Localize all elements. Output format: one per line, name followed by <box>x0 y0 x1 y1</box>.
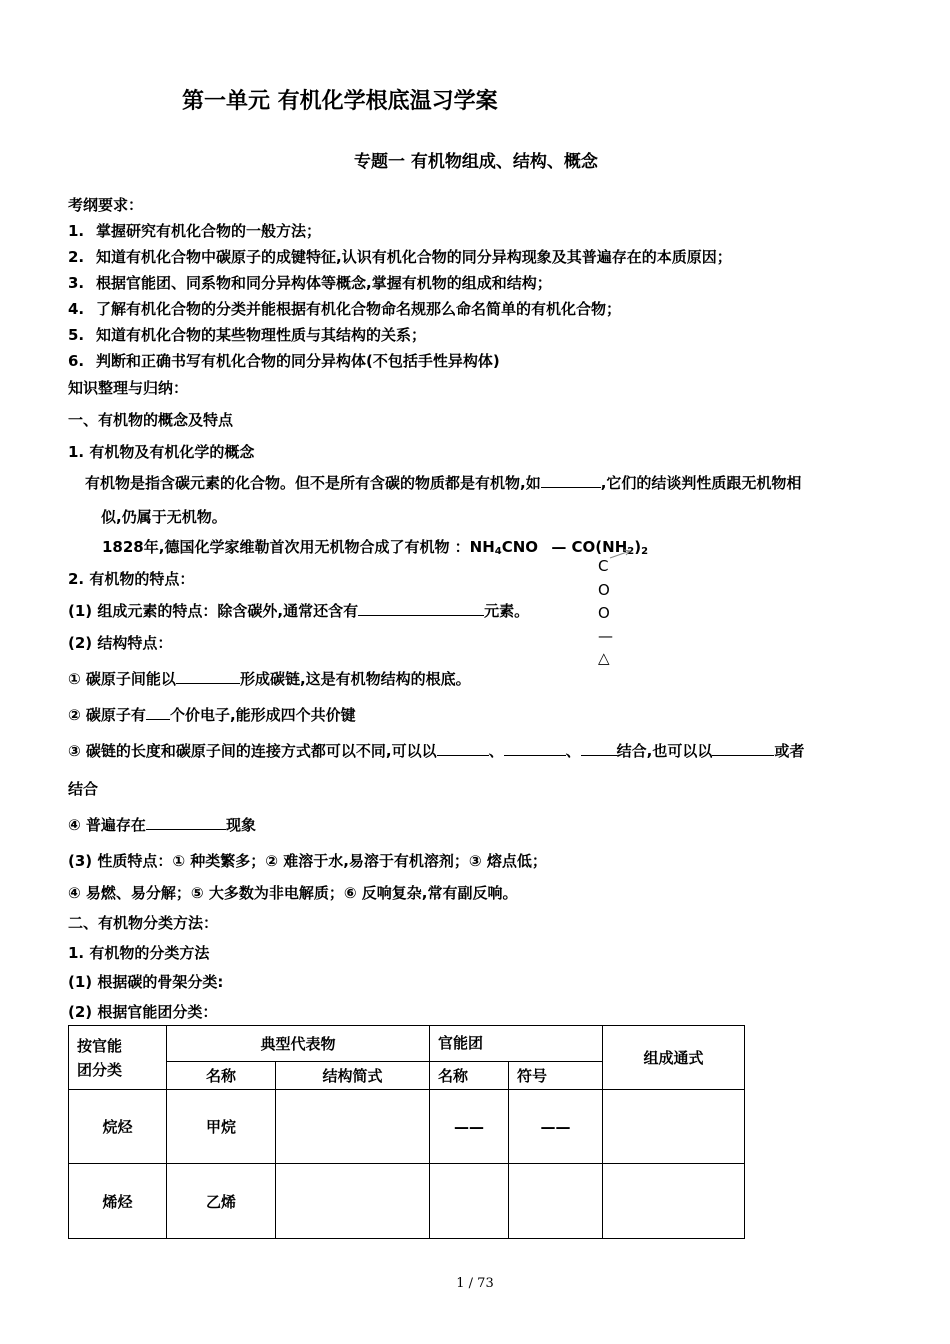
subscript: 2 <box>641 546 649 557</box>
cell-group-name[interactable] <box>430 1164 509 1239</box>
syllabus-item <box>68 272 552 293</box>
answer-blank[interactable] <box>176 669 240 684</box>
structure-point-2 <box>68 704 356 725</box>
knowledge-heading: 知识整理与归纳： <box>68 379 189 397</box>
item-number: 1. <box>68 222 85 240</box>
item-number: 3. <box>68 274 85 292</box>
answer-blank[interactable] <box>146 705 170 720</box>
reaction-dash: — <box>551 538 567 556</box>
section1-sub2: 2. 有机物的特点： <box>68 570 195 588</box>
classify-by-skeleton: (1) 根据碳的骨架分类: <box>68 973 224 991</box>
structure-heading: (2) 结构特点： <box>68 634 173 652</box>
vertical-char: — <box>598 627 613 645</box>
point-text: ② 碳原子有 <box>68 706 146 724</box>
cell-name: 乙烯 <box>167 1164 276 1239</box>
vertical-char: O <box>598 581 610 599</box>
item-text: 了解有机化合物的分类并能根据有机化合物命名规那么命名简单的有机化合物； <box>96 300 622 318</box>
syllabus-item <box>68 350 500 371</box>
cell-class: 烯烃 <box>69 1164 167 1239</box>
composition-line <box>68 600 529 621</box>
item-number: 6. <box>68 352 85 370</box>
reaction-arrow-icon <box>608 546 635 560</box>
page-number: 1 / 73 <box>456 1276 494 1291</box>
point-text-cont: 个价电子,能形成四个共价键 <box>169 706 356 724</box>
cell-symbol: —— <box>509 1090 603 1164</box>
page-title: 第一单元 有机化学根底温习学案 <box>182 89 498 114</box>
vertical-char: C <box>598 557 609 575</box>
point-text-cont: 现象 <box>225 816 256 834</box>
answer-blank[interactable] <box>541 473 601 488</box>
wohler-synthesis <box>102 536 648 557</box>
header-name: 名称 <box>167 1062 276 1090</box>
cell-structure[interactable] <box>276 1090 430 1164</box>
point-text-cont: 结合,也可以以 <box>616 742 713 760</box>
functional-group-table <box>68 1025 745 1239</box>
answer-blank[interactable] <box>712 741 774 756</box>
item-text: 根据官能团、同系物和同分异构体等概念,掌握有机物的组成和结构； <box>96 274 552 292</box>
header-general-formula: 组成通式 <box>603 1026 745 1090</box>
item-number: 4. <box>68 300 85 318</box>
item-number: 5. <box>68 326 85 344</box>
header-representative: 典型代表物 <box>167 1026 430 1062</box>
point-text-cont: 形成碳链,这是有机物结构的根底。 <box>239 670 471 688</box>
header-symbol: 符号 <box>509 1062 603 1090</box>
item-number: 2. <box>68 248 85 266</box>
separator: 、 <box>565 742 581 760</box>
header-functional-group: 官能团 <box>430 1026 603 1062</box>
definition-paragraph-cont: 似,仍属于无机物。 <box>101 508 227 526</box>
answer-blank[interactable] <box>504 741 566 756</box>
syllabus-item <box>68 298 621 319</box>
page-subtitle: 专题一 有机物组成、结构、概念 <box>354 152 598 172</box>
definition-paragraph <box>85 472 801 493</box>
section2-heading: 二、有机物分类方法： <box>68 914 219 932</box>
composition-text: (1) 组成元素的特点：除含碳外,通常还含有 <box>68 602 359 620</box>
subscript: 2 <box>627 546 635 557</box>
answer-blank[interactable] <box>146 815 226 830</box>
point-text: ③ 碳链的长度和碳原子间的连接方式都可以不同,可以以 <box>68 742 437 760</box>
item-text: 掌握研究有机化合物的一般方法； <box>96 222 322 240</box>
section1-sub1: 1. 有机物及有机化学的概念 <box>68 443 255 461</box>
cell-formula[interactable] <box>603 1164 745 1239</box>
cell-structure[interactable] <box>276 1164 430 1239</box>
cell-group-name: —— <box>430 1090 509 1164</box>
syllabus-item <box>68 324 426 345</box>
item-text: 知道有机化合物中碳原子的成键特征,认识有机化合物的同分异构现象及其普遍存在的本质原因； <box>96 248 732 266</box>
header-group-name: 名称 <box>430 1062 509 1090</box>
cell-formula[interactable] <box>603 1090 745 1164</box>
header-class-line2: 团分类 <box>77 1060 123 1079</box>
structure-point-4 <box>68 814 256 835</box>
property-line-2: ④ 易燃、易分解；⑤ 大多数为非电解质；⑥ 反响复杂,常有副反响。 <box>68 884 518 902</box>
cell-name: 甲烷 <box>167 1090 276 1164</box>
definition-text: 有机物是指含碳元素的化合物。但不是所有含碳的物质都是有机物,如 <box>85 474 541 492</box>
point-text-end: 或者 <box>774 742 805 760</box>
cell-class: 烷烃 <box>69 1090 167 1164</box>
wohler-text: 1828年,德国化学家维勒首次用无机物合成了有机物 ： <box>102 538 470 556</box>
heat-triangle-icon: △ <box>598 649 610 667</box>
formula-close: ) <box>634 538 642 556</box>
structure-point-3-cont: 结合 <box>68 780 99 798</box>
item-text: 判断和正确书写有机化合物的同分异构体(不包括手性异构体) <box>96 352 500 370</box>
formula-cno: CNO <box>501 538 539 556</box>
classify-by-group: (2) 根据官能团分类： <box>68 1003 218 1021</box>
composition-text-cont: 元素。 <box>484 602 530 620</box>
item-text: 知道有机化合物的某些物理性质与其结构的关系； <box>96 326 427 344</box>
point-text: ④ 普遍存在 <box>68 816 146 834</box>
header-class <box>69 1026 167 1090</box>
separator: 、 <box>488 742 504 760</box>
answer-blank[interactable] <box>358 601 484 616</box>
structure-point-3 <box>68 740 804 761</box>
structure-point-1 <box>68 668 471 689</box>
header-class-line1: 按官能 <box>77 1036 123 1055</box>
syllabus-item <box>68 246 732 267</box>
formula-urea: CO(NH <box>571 538 628 556</box>
syllabus-item <box>68 220 321 241</box>
definition-text-cont: ,它们的结谈判性质跟无机物相 <box>600 474 802 492</box>
table-row <box>69 1090 745 1164</box>
formula-nh4: NH <box>469 538 495 556</box>
header-structure: 结构简式 <box>276 1062 430 1090</box>
answer-blank[interactable] <box>581 741 617 756</box>
property-line-1: (3) 性质特点：① 种类繁多；② 难溶于水,易溶于有机溶剂；③ 熔点低； <box>68 852 547 870</box>
syllabus-heading: 考纲要求： <box>68 196 144 214</box>
subscript: 4 <box>494 546 502 557</box>
point-text: ① 碳原子间能以 <box>68 670 176 688</box>
answer-blank[interactable] <box>437 741 489 756</box>
section2-sub1: 1. 有机物的分类方法 <box>68 944 210 962</box>
cell-symbol[interactable] <box>509 1164 603 1239</box>
vertical-char: O <box>598 604 610 622</box>
section1-heading: 一、有机物的概念及特点 <box>68 411 234 429</box>
table-row <box>69 1164 745 1239</box>
